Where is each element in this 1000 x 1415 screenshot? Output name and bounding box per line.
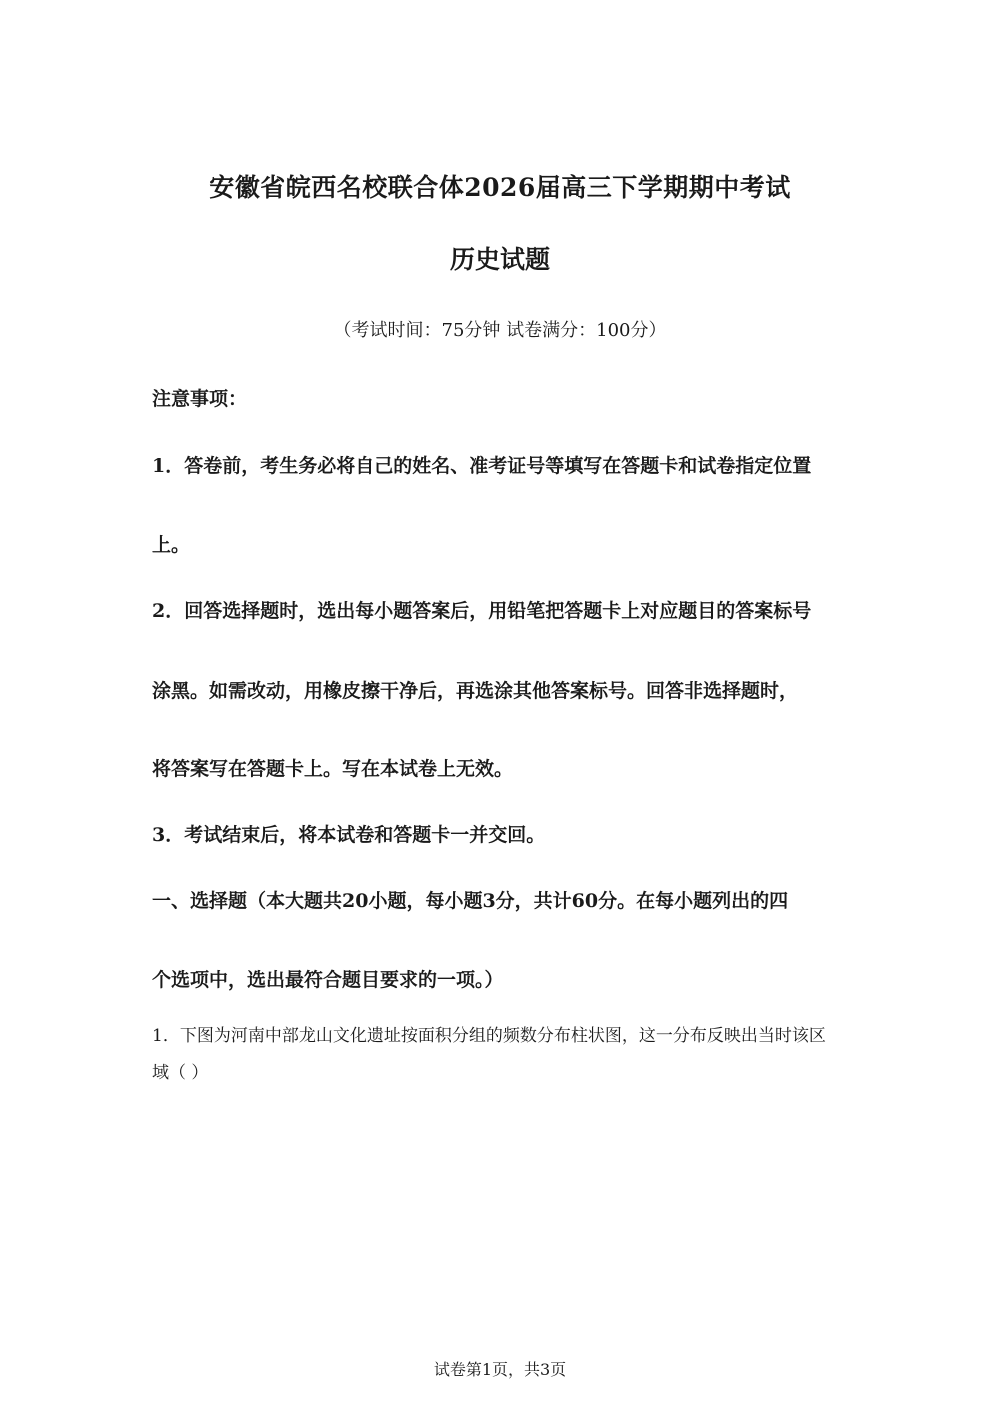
notice-item-2-line-1: 2．回答选择题时，选出每小题答案后，用铅笔把答题卡上对应题目的答案标号	[152, 600, 812, 622]
notice-item-1-line-2: 上。	[152, 534, 191, 556]
notice-item-1-line-1: 1．答卷前，考生务必将自己的姓名、准考证号等填写在答题卡和试卷指定位置	[152, 455, 812, 477]
notice-heading: 注意事项：	[152, 388, 248, 410]
section-heading-line-1: 一、选择题（本大题共20小题，每小题3分，共计60分。在每小题列出的四	[152, 890, 789, 912]
exam-info: （考试时间：75分钟 试卷满分：100分）	[333, 320, 667, 341]
subject-title: 历史试题	[449, 245, 550, 274]
page-footer: 试卷第1页，共3页	[433, 1360, 567, 1379]
exam-title: 安徽省皖西名校联合体2026届高三下学期期中考试	[209, 173, 791, 202]
notice-item-2-line-3: 将答案写在答题卡上。写在本试卷上无效。	[152, 758, 514, 780]
question-1-line-1: 1．下图为河南中部龙山文化遗址按面积分组的频数分布柱状图，这一分布反映出当时该区	[152, 1026, 826, 1046]
notice-item-2-line-2: 涂黑。如需改动，用橡皮擦干净后，再选涂其他答案标号。回答非选择题时，	[152, 680, 799, 702]
section-heading-line-2: 个选项中，选出最符合题目要求的一项。）	[152, 969, 504, 991]
question-1-line-2: 域（ ）	[152, 1063, 209, 1083]
notice-item-3-line-1: 3．考试结束后，将本试卷和答题卡一并交回。	[152, 824, 546, 846]
